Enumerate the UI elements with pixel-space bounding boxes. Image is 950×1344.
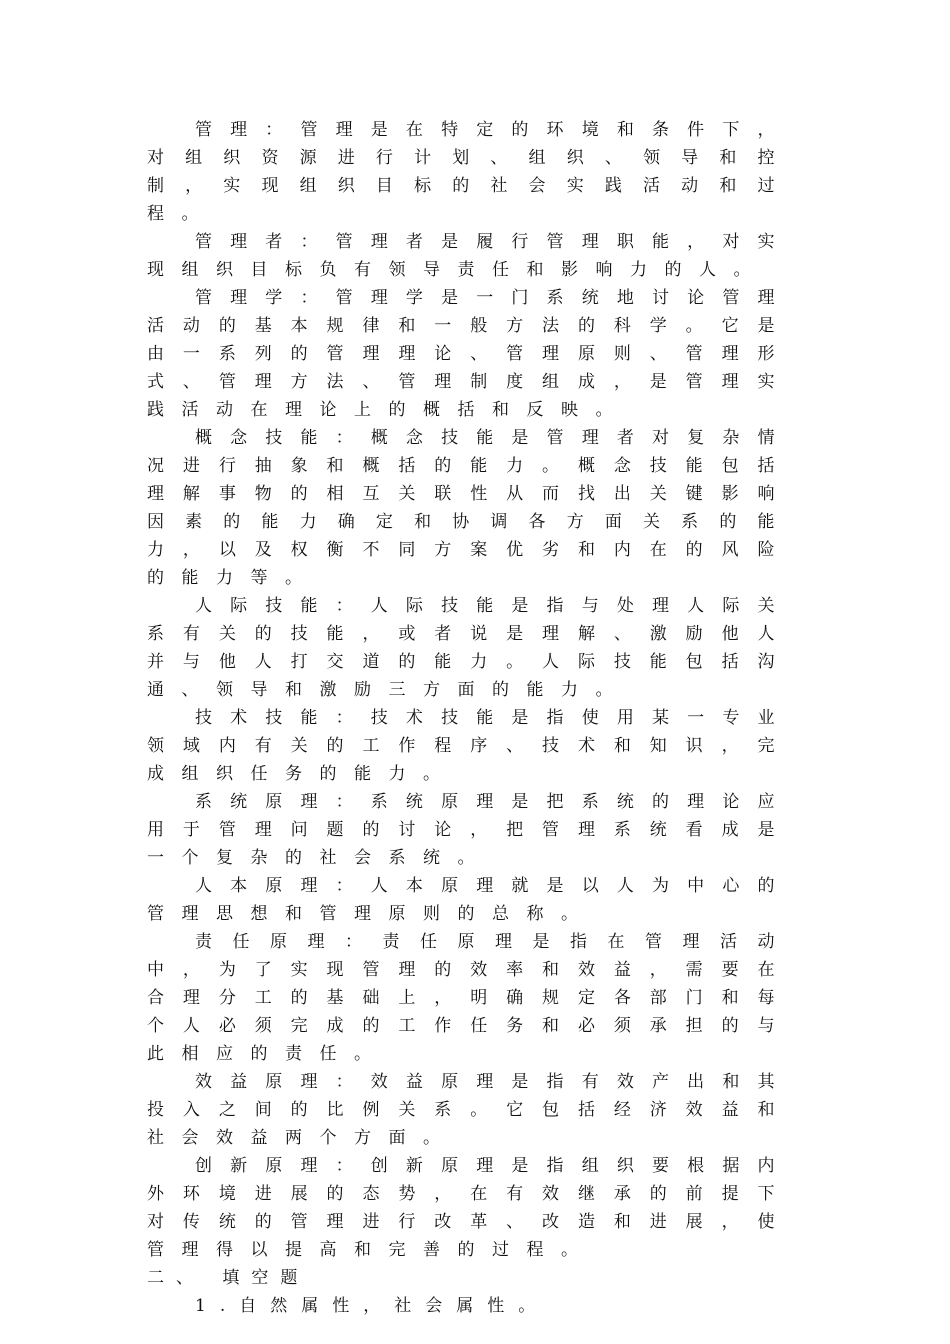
- document-page: [147, 116, 792, 1320]
- paragraph-conceptual-skill: 概念技能：概念技能是管理者对复杂情况进行抽象和概括的能力。概念技能包括理解事物的相互关联性从而找出关键影响因素的能力确定和协调各方面关系的能力，以及权衡不同方案优劣和内在的风险的能力等。: [147, 428, 792, 588]
- paragraph-technical-skill: 技术技能：技术技能是指使用某一专业领域内有关的工作程序、技术和知识，完成组织任务的能力。: [147, 708, 792, 784]
- paragraph-manager: 管理者：管理者是履行管理职能，对实现组织目标负有领导责任和影响力的人。: [147, 232, 792, 280]
- paragraph-management-science: 管理学：管理学是一门系统地讨论管理活动的基本规律和一般方法的科学。它是由一系列的管理理论、管理原则、管理形式、管理方法、管理制度组成，是管理实践活动在理论上的概括和反映。: [147, 288, 792, 420]
- answer-item: 1.自然属性，社会属性。: [195, 1296, 550, 1316]
- paragraph-benefit-principle: 效益原理：效益原理是指有效产出和其投入之间的比例关系。它包括经济效益和社会效益两个方面。: [147, 1072, 792, 1148]
- section-heading: 二、 填空题: [147, 1268, 310, 1288]
- paragraph-interpersonal-skill: 人际技能：人际技能是指与处理人际关系有关的技能，或者说是理解、激励他人并与他人打交道的能力。人际技能包括沟通、领导和激励三方面的能力。: [147, 596, 792, 700]
- paragraph-responsibility-principle: 责任原理：责任原理是指在管理活动中，为了实现管理的效率和效益，需要在合理分工的基础上，明确规定各部门和每个人必须完成的工作任务和必须承担的与此相应的责任。: [147, 932, 792, 1064]
- paragraph-management: 管理：管理是在特定的环境和条件下，对组织资源进行计划、组织、领导和控制，实现组织目标的社会实践活动和过程。: [147, 120, 792, 224]
- paragraph-innovation-principle: 创新原理：创新原理是指组织要根据内外环境进展的态势，在有效继承的前提下对传统的管理进行改革、改造和进展，使管理得以提高和完善的过程。: [147, 1156, 792, 1260]
- paragraph-system-principle: 系统原理：系统原理是把系统的理论应用于管理问题的讨论，把管理系统看成是一个复杂的社会系统。: [147, 792, 792, 868]
- paragraph-human-principle: 人本原理：人本原理就是以人为中心的管理思想和管理原则的总称。: [147, 876, 792, 924]
